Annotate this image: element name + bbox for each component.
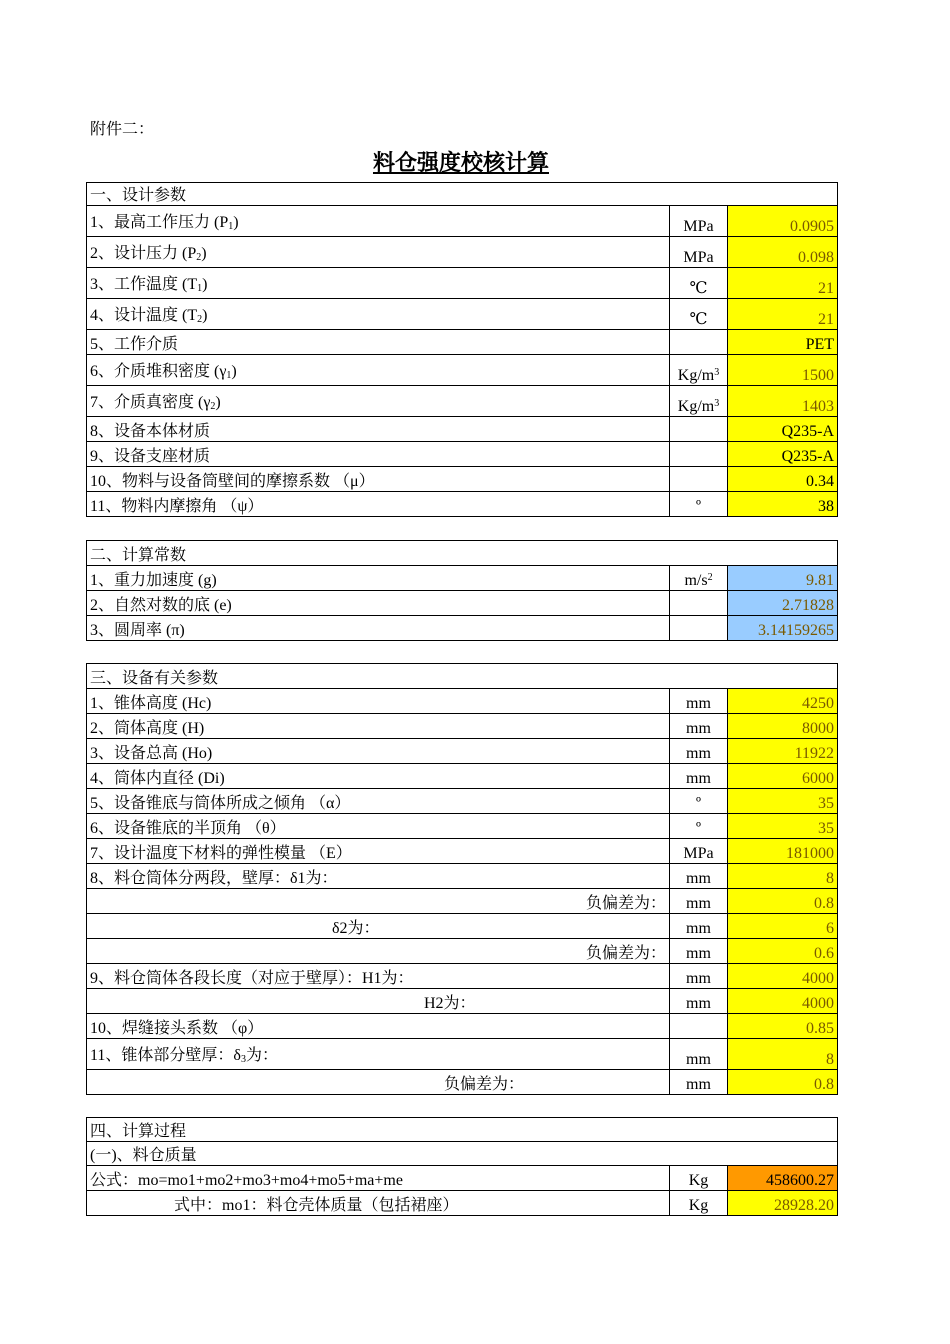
row-value[interactable]: 8000: [728, 714, 838, 739]
table-row: [87, 839, 838, 864]
row-value: 28928.20: [728, 1191, 838, 1216]
row-value[interactable]: 0.098: [728, 237, 838, 268]
row-label: 4、筒体内直径 (Di): [87, 764, 670, 789]
row-unit: [670, 467, 728, 492]
row-label: 5、设备锥底与筒体所成之倾角 （α）: [87, 789, 670, 814]
table-row: [87, 714, 838, 739]
row-label: H2为：: [87, 989, 670, 1014]
row-unit: mm: [670, 1070, 728, 1095]
row-value: 9.81: [728, 566, 838, 591]
table-row: [87, 616, 838, 641]
row-unit: [670, 417, 728, 442]
table-row: [87, 206, 838, 237]
row-label: 9、料仓筒体各段长度（对应于壁厚）：H1为：: [87, 964, 670, 989]
table-row: [87, 330, 838, 355]
calculation-constants-table: [86, 540, 838, 641]
table-row: [87, 939, 838, 964]
row-value[interactable]: 4000: [728, 989, 838, 1014]
row-label: 3、设备总高 (Ho): [87, 739, 670, 764]
row-label: 2、自然对数的底 (e): [87, 591, 670, 616]
row-value[interactable]: Q235-A: [728, 442, 838, 467]
design-parameters-table: [86, 182, 838, 517]
row-label: 1、重力加速度 (g): [87, 566, 670, 591]
row-unit: [670, 616, 728, 641]
table-row: [87, 492, 838, 517]
row-label: 负偏差为：: [87, 1070, 670, 1095]
table-row: [87, 268, 838, 299]
table-row: [87, 914, 838, 939]
row-label: 4、设计温度 $(T_2)$: [87, 299, 670, 330]
row-unit: mm: [670, 714, 728, 739]
table-row: [87, 964, 838, 989]
row-unit: $m/s^2$: [670, 566, 728, 591]
section-heading: 一、设计参数: [87, 183, 838, 206]
table-row: [87, 789, 838, 814]
row-unit: MPa: [670, 206, 728, 237]
total-mass-value: 458600.27: [728, 1166, 838, 1191]
row-value[interactable]: 0.6: [728, 939, 838, 964]
row-unit: mm: [670, 689, 728, 714]
row-value: 3.14159265: [728, 616, 838, 641]
row-value[interactable]: 35: [728, 789, 838, 814]
row-unit: mm: [670, 964, 728, 989]
row-unit: MPa: [670, 839, 728, 864]
row-label: 11、锥体部分壁厚：$\delta_3$为：: [87, 1039, 670, 1070]
row-value[interactable]: 8: [728, 1039, 838, 1070]
row-value[interactable]: 0.34: [728, 467, 838, 492]
row-value[interactable]: 4000: [728, 964, 838, 989]
row-value[interactable]: 181000: [728, 839, 838, 864]
sub-heading: (一)、料仓质量: [87, 1142, 838, 1166]
row-value[interactable]: 11922: [728, 739, 838, 764]
row-unit: º: [670, 814, 728, 839]
table-row: [87, 566, 838, 591]
section-heading: 二、计算常数: [87, 541, 838, 566]
row-label: 5、工作介质: [87, 330, 670, 355]
row-unit: mm: [670, 864, 728, 889]
row-label: δ2为：: [87, 914, 670, 939]
row-label: 3、工作温度 $(T_1)$: [87, 268, 670, 299]
row-unit: [670, 591, 728, 616]
table-row: [87, 989, 838, 1014]
table-row: [87, 417, 838, 442]
table-row: [87, 299, 838, 330]
table-row: [87, 442, 838, 467]
row-label: 7、介质真密度 $(\gamma_2)$: [87, 386, 670, 417]
row-label: 6、设备锥底的半顶角 （θ）: [87, 814, 670, 839]
row-unit: mm: [670, 939, 728, 964]
row-unit: Kg: [670, 1166, 728, 1191]
row-label: 8、料仓筒体分两段，壁厚：δ1为：: [87, 864, 670, 889]
row-label: 2、设计压力 $(P_2)$: [87, 237, 670, 268]
section-heading: 四、计算过程: [87, 1118, 838, 1142]
row-unit: mm: [670, 739, 728, 764]
row-value[interactable]: Q235-A: [728, 417, 838, 442]
table-row: [87, 814, 838, 839]
row-unit: mm: [670, 989, 728, 1014]
table-row: [87, 591, 838, 616]
row-value[interactable]: 0.85: [728, 1014, 838, 1039]
table-row: [87, 1191, 838, 1216]
row-value[interactable]: 0.8: [728, 889, 838, 914]
table-row: [87, 355, 838, 386]
row-value[interactable]: 38: [728, 492, 838, 517]
formula-label: 公式：mo=mo1+mo2+mo3+mo4+mo5+ma+me: [87, 1166, 670, 1191]
row-unit: mm: [670, 889, 728, 914]
row-value[interactable]: 0.0905: [728, 206, 838, 237]
row-unit: ℃: [670, 268, 728, 299]
table-row: [87, 889, 838, 914]
row-value[interactable]: 21: [728, 268, 838, 299]
row-value[interactable]: 4250: [728, 689, 838, 714]
row-value[interactable]: 8: [728, 864, 838, 889]
row-unit: $Kg/m^3$: [670, 355, 728, 386]
row-value: 2.71828: [728, 591, 838, 616]
row-value[interactable]: 6000: [728, 764, 838, 789]
row-unit: [670, 330, 728, 355]
row-label: 9、设备支座材质: [87, 442, 670, 467]
row-label: 负偏差为：: [87, 889, 670, 914]
table-row: [87, 467, 838, 492]
row-unit: $Kg/m^3$: [670, 386, 728, 417]
row-unit: ℃: [670, 299, 728, 330]
table-row: [87, 386, 838, 417]
row-label: 8、设备本体材质: [87, 417, 670, 442]
row-label: 11、物料内摩擦角 （ψ）: [87, 492, 670, 517]
row-label: 10、物料与设备筒壁间的摩擦系数 （μ）: [87, 467, 670, 492]
row-label: 6、介质堆积密度 $(\gamma_1)$: [87, 355, 670, 386]
page-title: 料仓强度校核计算: [372, 150, 549, 175]
row-unit: MPa: [670, 237, 728, 268]
table-row: [87, 1014, 838, 1039]
equipment-parameters-table: [86, 663, 838, 1095]
row-label: 1、锥体高度 (Hc): [87, 689, 670, 714]
row-value[interactable]: PET: [728, 330, 838, 355]
section-heading: 三、设备有关参数: [87, 664, 838, 689]
row-unit: mm: [670, 914, 728, 939]
row-label: 10、焊缝接头系数 （φ）: [87, 1014, 670, 1039]
row-value[interactable]: 1403: [728, 386, 838, 417]
row-unit: º: [670, 492, 728, 517]
attachment-label: 附件二：: [90, 121, 155, 138]
table-row: [87, 1166, 838, 1191]
row-value[interactable]: 6: [728, 914, 838, 939]
row-unit: mm: [670, 1039, 728, 1070]
row-label: 负偏差为：: [87, 939, 670, 964]
row-unit: º: [670, 789, 728, 814]
row-label: 式中：mo1：料仓壳体质量（包括裙座）: [87, 1191, 670, 1216]
row-label: 2、筒体高度 (H): [87, 714, 670, 739]
row-value[interactable]: 0.8: [728, 1070, 838, 1095]
table-row: [87, 1039, 838, 1070]
row-label: 7、设计温度下材料的弹性模量 （E）: [87, 839, 670, 864]
row-label: 1、最高工作压力 $(P_1)$: [87, 206, 670, 237]
table-row: [87, 237, 838, 268]
row-unit: mm: [670, 764, 728, 789]
table-row: [87, 864, 838, 889]
calculation-process-table: [86, 1117, 838, 1216]
table-row: [87, 689, 838, 714]
row-unit: [670, 1014, 728, 1039]
row-value[interactable]: 35: [728, 814, 838, 839]
row-value[interactable]: 1500: [728, 355, 838, 386]
row-unit: Kg: [670, 1191, 728, 1216]
table-row: [87, 739, 838, 764]
row-label: 3、圆周率 (π): [87, 616, 670, 641]
row-unit: [670, 442, 728, 467]
row-value[interactable]: 21: [728, 299, 838, 330]
table-row: [87, 1070, 838, 1095]
table-row: [87, 764, 838, 789]
